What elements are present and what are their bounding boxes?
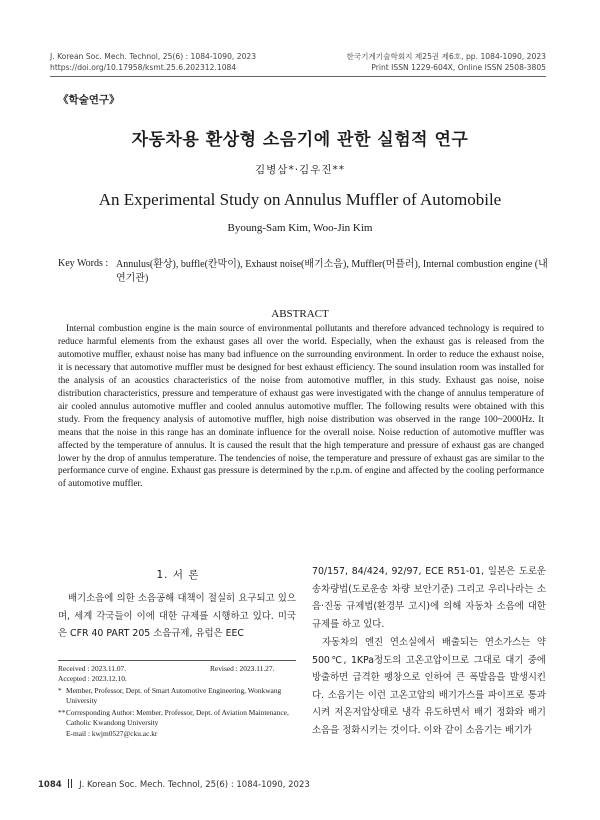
authors-korean: 김병삼*·김우진** [255, 164, 345, 176]
abstract-body: Internal combustion engine is the main source of environmental pollutants and therefore advanced technology is required to reduce harmful elements from the exhaust gases all over the world. Especially, when the exhaust gas is released from the automotive muffler, exhaust noise has many bad influence on the surrounding environment. In order to reduce the exhaust noise, it is necessary that automotive muffler must be designed for best exhaust efficiency. The sound insulation room was installed for the analysis of an acoustics characteristics of the noise from automotive muffler, in this study. Exhaust gas noise, noise distribution characteristics, pressure and temperature of exhaust gas were investigated with the change of annulus temperature of air cooled annulus automotive muffler and cooled annulus automotive muffler. The following results were obtained with this study. From the frequency analysis of automotive muffler, high noise distribution was observed in the range 100~2000Hz. It means that the noise in this range has an dominate influence for the overall noise. Noise reduction of automotive muffler was affected by the temperature of annulus. It is caused the result that the high temperature and pressure of exhaust gas are changed lower by the drop of annulus temperature. The tendencies of noise, the temperature and pressure of exhaust gas are similar to the performance curve of engine. Exhaust gas pressure is determined by the r.p.m. of engine and affected by the cooling performance of automotive muffler. [58, 324, 544, 490]
journal-citation: J. Korean Soc. Mech. Technol, 25(6) : 1084-1090, 2023 [50, 52, 257, 61]
intro-paragraph-3: 자동차의 엔진 연소실에서 배출되는 연소가스는 약 500℃, 1KPa정도의 고온고압이므로 그대로 대기 중에 방출하면 급격한 팽창으로 인하여 큰 폭발음을 발생시킨다. 소음기는 이런 고온고압의 배기가스를 파이프로 통과시켜 저온저압상태로 냉각 유도하면서 배기 정화와 배기소음을 정화시키는 것이다. 이와 같이 소음기는 배기가 [312, 637, 546, 736]
corresponding-email[interactable]: E-mail : kwjm0527@cku.ac.kr [66, 729, 158, 738]
article-category: 《학술연구》 [58, 94, 120, 106]
received-date: Received : 2023.11.07. [58, 664, 127, 673]
footnote-rule [58, 660, 296, 661]
footnote-2: Corresponding Author: Member, Professor, Dept. of Aviation Maintenance, Catholic Kwandong University [66, 708, 289, 728]
title-english: An Experimental Study on Annulus Muffler of Automobile [98, 190, 502, 209]
accepted-date: Accepted : 2023.12.10. [58, 674, 127, 683]
revised-date: Revised : 2023.11.27. [210, 664, 275, 673]
footnote-mark-1: * [58, 686, 62, 695]
keywords-label: Key Words : [58, 258, 109, 269]
header-rule [50, 76, 546, 77]
page-footer [38, 779, 310, 790]
page-number: 1084 [38, 780, 62, 790]
keywords-text: Annulus(환상), buffle(칸막이), Exhaust noise(배기소음), Muffler(머플러), Internal combustion engine (내연기관) [116, 259, 548, 284]
issn-info: Print ISSN 1229-604X, Online ISSN 2508-3805 [371, 63, 546, 72]
footer-separator [68, 779, 72, 788]
intro-paragraph-2: 70/157, 84/424, 92/97, ECE R51-01, 일본은 도로운송차량법(도로운송 차량 보안기준) 그리고 우리나라는 소음·진동 규제법(환경부 고시)에 의해 자동차 소음에 대한 규제를 하고 있다. [312, 566, 546, 630]
footnote-mark-2: ** [58, 708, 66, 717]
title-korean: 자동차용 환상형 소음기에 관한 실험적 연구 [131, 130, 469, 150]
footnote-1: Member, Professor, Dept. of Smart Automotive Engineering, Wonkwang University [66, 686, 282, 706]
doi-link[interactable]: https://doi.org/10.17958/ksmt.25.6.202312.1084 [50, 63, 237, 72]
authors-english: Byoung-Sam Kim, Woo-Jin Kim [227, 222, 373, 234]
intro-paragraph-1: 배기소음에 의한 소음공해 대책이 절실히 요구되고 있으며, 세계 각국들이 이에 대한 규제를 시행하고 있다. 미국은 CFR 40 PART 205 소음규제, 유럽은 EEC [58, 593, 296, 640]
section-heading-intro: 1. 서 론 [156, 569, 200, 581]
abstract-title: ABSTRACT [271, 308, 329, 320]
journal-citation-ko: 한국기계기술학회지 제25권 제6호, pp. 1084-1090, 2023 [346, 52, 546, 61]
footer-citation: J. Korean Soc. Mech. Technol, 25(6) : 1084-1090, 2023 [79, 780, 310, 790]
